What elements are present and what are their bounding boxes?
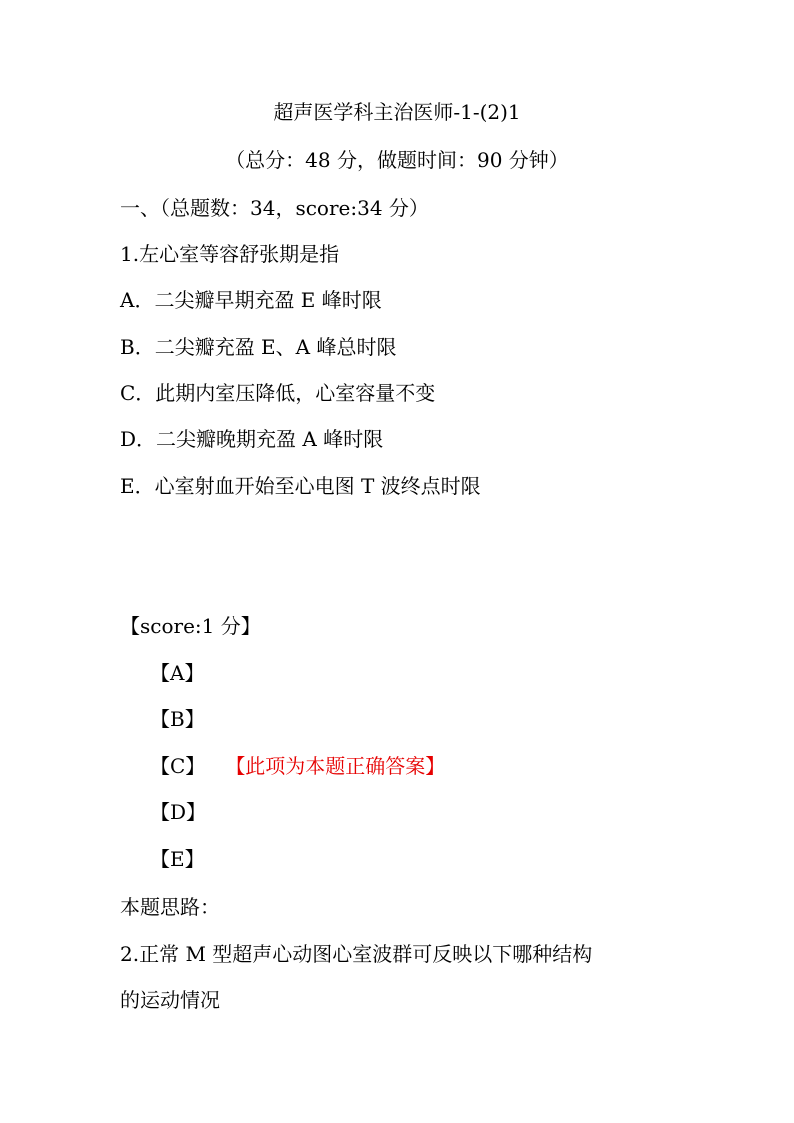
question-1-option-b: B．二尖瓣充盈 E、A 峰总时限 xyxy=(120,335,397,359)
answer-mark-e: 【E】 xyxy=(150,847,205,871)
document-subtitle: （总分：48 分，做题时间：90 分钟） xyxy=(225,148,569,172)
question-2-stem-line1: 2.正常 M 型超声心动图心室波群可反映以下哪种结构 xyxy=(120,942,593,966)
question-1-score: 【score:1 分】 xyxy=(120,614,261,638)
document-title: 超声医学科主治医师-1-(2)1 xyxy=(273,100,521,124)
question-1-option-d: D．二尖瓣晚期充盈 A 峰时限 xyxy=(120,427,384,451)
question-1-option-c: C．此期内室压降低，心室容量不变 xyxy=(120,381,436,405)
section-header: 一、（总题数：34，score:34 分） xyxy=(120,196,429,220)
answer-mark-d: 【D】 xyxy=(150,800,207,824)
question-2-stem-line2: 的运动情况 xyxy=(120,988,220,1012)
question-1-option-a: A．二尖瓣早期充盈 E 峰时限 xyxy=(120,288,382,312)
correct-answer-note: 【此项为本题正确答案】 xyxy=(235,754,446,778)
answer-mark-a: 【A】 xyxy=(150,661,205,685)
answer-mark-c-row xyxy=(150,752,445,780)
question-1-stem: 1.左心室等容舒张期是指 xyxy=(120,242,340,266)
answer-mark-c: 【C】 xyxy=(150,754,206,778)
analysis-label: 本题思路： xyxy=(120,895,220,919)
answer-mark-b: 【B】 xyxy=(150,707,205,731)
question-1-option-e: E．心室射血开始至心电图 T 波终点时限 xyxy=(120,474,481,498)
